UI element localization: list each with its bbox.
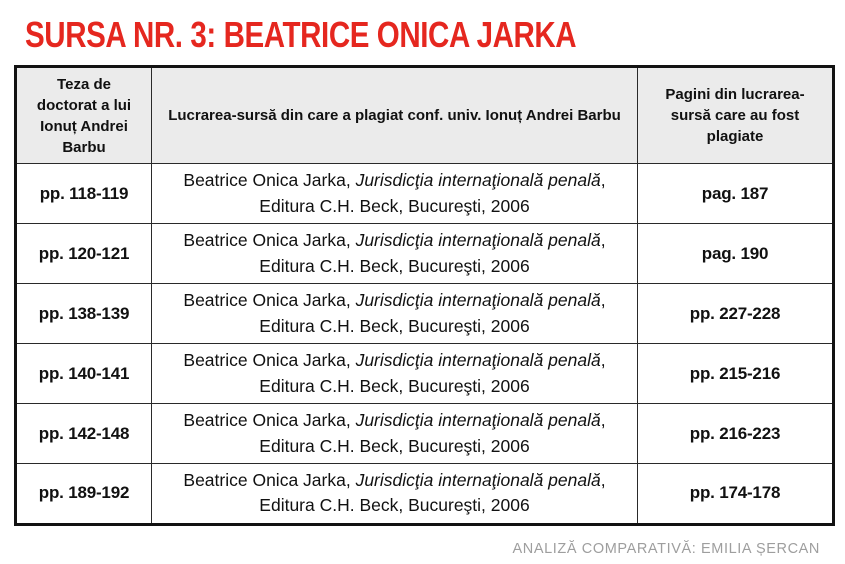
source-work-cell [152,164,638,224]
plagiarized-pages-cell: pp. 227-228 [638,284,834,344]
source-publisher-text: , Editura C.H. Beck, Bucureşti, 2006 [259,170,606,216]
thesis-pages-cell: pp. 142-148 [16,404,152,464]
table-row [16,164,834,224]
column-header-source-work: Lucrarea-sursă din care a plagiat conf. univ. Ionuț Andrei Barbu [152,67,638,164]
table-row [16,404,834,464]
source-title-italic: Jurisdicţia internaţională penală [355,470,601,490]
plagiarized-pages-cell: pag. 190 [638,224,834,284]
thesis-pages-cell: pp. 140-141 [16,344,152,404]
column-header-plagiarized-pages: Pagini din lucrarea-sursă care au fost plagiate [638,67,834,164]
source-title-italic: Jurisdicţia internaţională penală [355,230,601,251]
source-work-cell [152,404,638,464]
source-author-text: Beatrice Onica Jarka, [183,290,356,311]
plagiarized-pages-cell: pp. 216-223 [638,404,834,464]
thesis-pages-cell: pp. 189-192 [16,464,152,525]
table-row [16,464,834,525]
source-author-text: Beatrice Onica Jarka, [183,410,356,431]
source-publisher-text: , Editura C.H. Beck, Bucureşti, 2006 [259,410,606,456]
footer-credit: ANALIZĂ COMPARATIVĂ: EMILIA ȘERCAN [512,540,820,557]
source-title-italic: Jurisdicţia internaţională penală [355,170,601,191]
source-publisher-text: , Editura C.H. Beck, Bucureşti, 2006 [259,470,606,516]
page-title: SURSA NR. 3: BEATRICE ONICA JARKA [25,14,577,55]
plagiarized-pages-cell: pp. 174-178 [638,464,834,525]
source-title-italic: Jurisdicţia internaţională penală [355,410,601,431]
column-header-thesis-pages: Teza de doctorat a lui Ionuț Andrei Barbu [16,67,152,164]
source-title-italic: Jurisdicţia internaţională penală [355,350,601,371]
source-publisher-text: , Editura C.H. Beck, Bucureşti, 2006 [259,290,606,336]
thesis-pages-cell: pp. 118-119 [16,164,152,224]
plagiarized-pages-cell: pp. 215-216 [638,344,834,404]
plagiarism-comparison-table [14,65,835,526]
table-row [16,284,834,344]
source-work-cell [152,464,638,525]
source-work-cell [152,344,638,404]
source-publisher-text: , Editura C.H. Beck, Bucureşti, 2006 [259,230,606,276]
source-work-cell [152,284,638,344]
source-publisher-text: , Editura C.H. Beck, Bucureşti, 2006 [259,350,606,396]
source-author-text: Beatrice Onica Jarka, [183,230,356,251]
thesis-pages-cell: pp. 138-139 [16,284,152,344]
source-title-italic: Jurisdicţia internaţională penală [355,290,601,311]
table-header-row [16,67,834,164]
thesis-pages-cell: pp. 120-121 [16,224,152,284]
table-row [16,344,834,404]
source-work-cell [152,224,638,284]
table-row [16,224,834,284]
source-author-text: Beatrice Onica Jarka, [183,350,356,371]
plagiarized-pages-cell: pag. 187 [638,164,834,224]
source-author-text: Beatrice Onica Jarka, [183,470,356,490]
source-author-text: Beatrice Onica Jarka, [183,170,356,191]
